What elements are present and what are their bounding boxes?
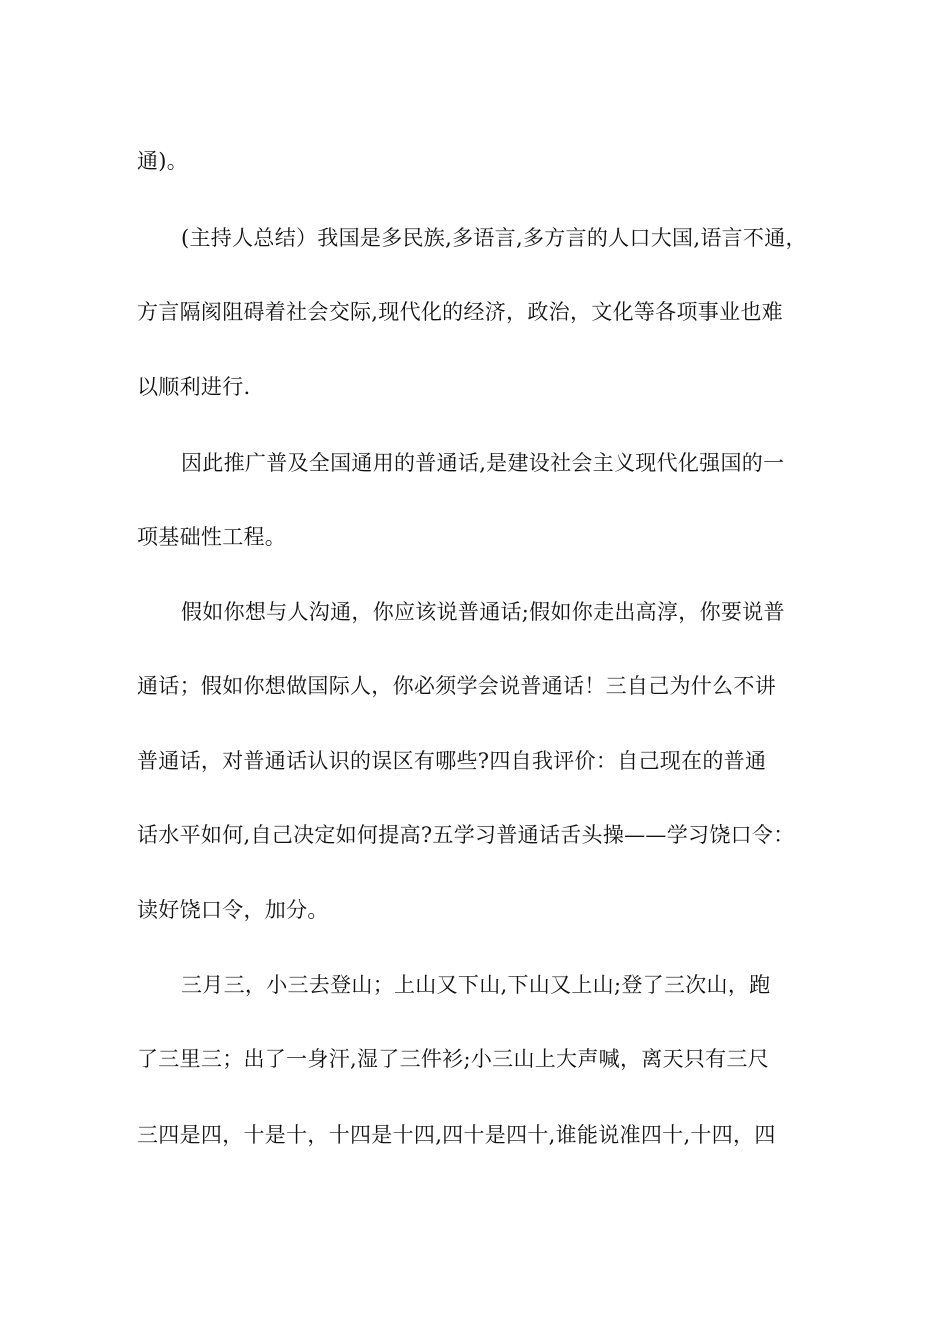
- text-line-13: 了三里三；出了一身汗,湿了三件衫;小三山上大声喊，离天只有三尺: [137, 1047, 770, 1071]
- text-line-2: (主持人总结）我国是多民族,多语言,多方言的人口大国,语言不通，: [181, 226, 807, 250]
- text-line-8: 通话；假如你想做国际人，你必须学会说普通话！三自己为什么不讲: [137, 674, 776, 698]
- text-line-7: 假如你想与人沟通，你应该说普通话;假如你走出高淳，你要说普: [181, 600, 785, 624]
- text-line-4: 以顺利进行.: [137, 375, 251, 399]
- text-line-14: 三四是四，十是十，十四是十四,四十是四十,谁能说准四十,十四，四: [137, 1123, 776, 1147]
- text-line-3: 方言隔阂阻碍着社会交际,现代化的经济，政治，文化等各项事业也难: [137, 300, 783, 324]
- text-line-10: 话水平如何,自己决定如何提高?五学习普通话舌头操——学习饶口令：: [137, 823, 795, 847]
- text-line-9: 普通话，对普通话认识的误区有哪些?四自我评价：自己现在的普通: [137, 749, 767, 773]
- text-line-5: 因此推广普及全国通用的普通话,是建设社会主义现代化强国的一: [181, 451, 785, 475]
- text-line-1: 通)。: [137, 149, 189, 173]
- text-line-12: 三月三，小三去登山；上山又下山,下山又上山;登了三次山，跑: [181, 973, 771, 997]
- text-line-11: 读好饶口令，加分。: [137, 898, 329, 922]
- text-line-6: 项基础性工程。: [137, 525, 287, 549]
